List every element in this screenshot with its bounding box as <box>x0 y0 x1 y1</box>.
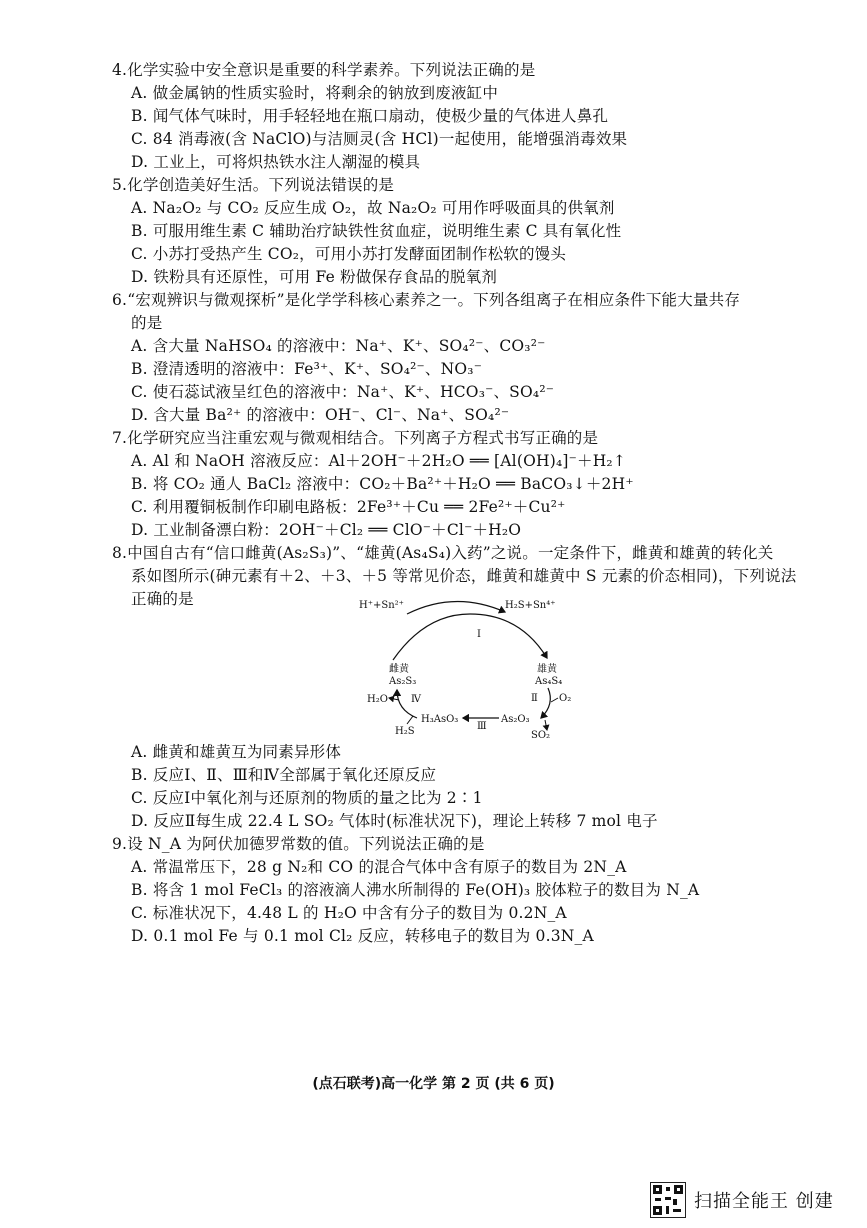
q6-option-a: A. 含大量 NaHSO₄ 的溶液中：Na⁺、K⁺、SO₄²⁻、CO₃²⁻ <box>131 337 546 355</box>
q8-stem-line3: 正确的是 <box>131 590 194 608</box>
scanner-watermark-text: 扫描全能王 创建 <box>694 1191 834 1212</box>
diagram-realgar-name: 雄黄 <box>537 664 557 675</box>
q8-option-c: C. 反应Ⅰ中氧化剂与还原剂的物质的量之比为 2∶1 <box>131 789 483 807</box>
diagram-reactant-top: H⁺+Sn²⁺ <box>359 600 404 611</box>
q7-option-b: B. 将 CO₂ 通人 BaCl₂ 溶液中：CO₂＋Ba²⁺＋H₂O ══ BaCO₃↓＋2H⁺ <box>131 475 634 493</box>
diagram-h2s: H₂S <box>395 726 415 737</box>
diagram-label-I: Ⅰ <box>477 629 481 640</box>
diagram-h2o: H₂O <box>367 694 388 705</box>
q6-option-d: D. 含大量 Ba²⁺ 的溶液中：OH⁻、Cl⁻、Na⁺、SO₄²⁻ <box>131 406 510 424</box>
q5-option-b: B. 可服用维生素 C 辅助治疗缺铁性贫血症，说明维生素 C 具有氧化性 <box>131 222 622 240</box>
diagram-realgar-formula: As₄S₄ <box>535 676 563 687</box>
diagram-so2: SO₂ <box>531 730 551 740</box>
q4-option-d: D. 工业上，可将炽热铁水注人潮湿的模具 <box>131 153 421 171</box>
diagram-orpiment-name: 雌黄 <box>389 664 409 675</box>
qr-code-icon <box>650 1182 686 1218</box>
diagram-so2-arrow <box>545 720 547 730</box>
q9-option-d: D. 0.1 mol Fe 与 0.1 mol Cl₂ 反应，转移电子的数目为 0.3N_A <box>131 927 594 945</box>
diagram-label-II: Ⅱ <box>531 693 538 704</box>
q9-option-a: A. 常温常压下，28 g N₂和 CO 的混合气体中含有原子的数目为 2N_A <box>131 858 627 876</box>
q8-stem-line1: 8.中国自古有“信口雌黄(As₂S₃)”、“雄黄(As₄S₄)入药”之说。一定条件下，雌黄和雄黄的转化关 <box>112 544 774 562</box>
arrow-reaction-II <box>541 688 550 718</box>
q7-option-d: D. 工业制备漂白粉：2OH⁻＋Cl₂ ══ ClO⁻＋Cl⁻＋H₂O <box>131 521 522 539</box>
q9-stem: 9.设 N_A 为阿伏加德罗常数的值。下列说法正确的是 <box>112 835 485 853</box>
diagram-label-III: Ⅲ <box>477 721 487 732</box>
q9-option-c: C. 标准状况下，4.48 L 的 H₂O 中含有分子的数目为 0.2N_A <box>131 904 567 922</box>
q5-option-a: A. Na₂O₂ 与 CO₂ 反应生成 O₂，故 Na₂O₂ 可用作呼吸面具的供氧剂 <box>131 199 615 217</box>
q6-option-b: B. 澄清透明的溶液中：Fe³⁺、K⁺、SO₄²⁻、NO₃⁻ <box>131 360 483 378</box>
diagram-as2o3: As₂O₃ <box>501 714 530 725</box>
q6-stem-line2: 的是 <box>131 314 163 332</box>
q6-stem-line1: 6.“宏观辨识与微观探析”是化学学科核心素养之一。下列各组离子在相应条件下能大量共存 <box>112 291 741 309</box>
q5-stem: 5.化学创造美好生活。下列说法错误的是 <box>112 176 395 194</box>
diagram-product-top: H₂S+Sn⁴⁺ <box>505 600 556 611</box>
q7-stem: 7.化学研究应当注重宏观与微观相结合。下列离子方程式书写正确的是 <box>112 429 599 447</box>
q7-option-c: C. 利用覆铜板制作印刷电路板：2Fe³⁺＋Cu ══ 2Fe²⁺＋Cu²⁺ <box>131 498 566 516</box>
q5-option-d: D. 铁粉具有还原性，可用 Fe 粉做保存食品的脱氧剂 <box>131 268 498 286</box>
q4-option-b: B. 闻气体气味时，用手轻轻地在瓶口扇动，使极少量的气体进人鼻孔 <box>131 107 609 125</box>
q4-option-a: A. 做金属钠的性质实验时，将剩余的钠放到废液缸中 <box>131 84 499 102</box>
diagram-label-IV: Ⅳ <box>411 694 421 705</box>
diagram-o2: O₂ <box>559 693 572 704</box>
q8-option-d: D. 反应Ⅱ每生成 22.4 L SO₂ 气体时(标准状况下)，理论上转移 7 mol 电子 <box>131 812 658 830</box>
arsenic-conversion-diagram <box>355 592 585 740</box>
q4-stem: 4.化学实验中安全意识是重要的科学素养。下列说法正确的是 <box>112 61 536 79</box>
arrow-reagents-in <box>407 601 505 614</box>
diagram-h3aso3: H₃AsO₃ <box>421 714 459 725</box>
scanner-watermark <box>650 1180 855 1220</box>
q8-option-b: B. 反应Ⅰ、Ⅱ、Ⅲ和Ⅳ全部属于氧化还原反应 <box>131 766 437 784</box>
q8-option-a: A. 雌黄和雄黄互为同素异形体 <box>131 743 342 761</box>
diagram-h2s-line <box>407 716 413 724</box>
arrow-reaction-I <box>393 614 547 660</box>
q7-option-a: A. Al 和 NaOH 溶液反应：Al＋2OH⁻＋2H₂O ══ [Al(OH)₄]⁻＋H₂↑ <box>131 452 627 470</box>
q5-option-c: C. 小苏打受热产生 CO₂，可用小苏打发酵面团制作松软的馒头 <box>131 245 567 263</box>
diagram-orpiment-formula: As₂S₃ <box>389 676 417 687</box>
diagram-o2-arrow <box>551 698 558 702</box>
page-footer: (点石联考)高一化学 第 2 页 (共 6 页) <box>312 1076 555 1092</box>
q6-option-c: C. 使石蕊试液呈红色的溶液中：Na⁺、K⁺、HCO₃⁻、SO₄²⁻ <box>131 383 555 401</box>
q8-stem-line2: 系如图所示(砷元素有＋2、＋3、＋5 等常见价态，雌黄和雄黄中 S 元素的价态相同)，下列说法 <box>131 567 797 585</box>
q9-option-b: B. 将含 1 mol FeCl₃ 的溶液滴人沸水所制得的 Fe(OH)₃ 胶体粒子的数目为 N_A <box>131 881 700 899</box>
q4-option-c: C. 84 消毒液(含 NaClO)与洁厕灵(含 HCl)一起使用，能增强消毒效果 <box>131 130 628 148</box>
